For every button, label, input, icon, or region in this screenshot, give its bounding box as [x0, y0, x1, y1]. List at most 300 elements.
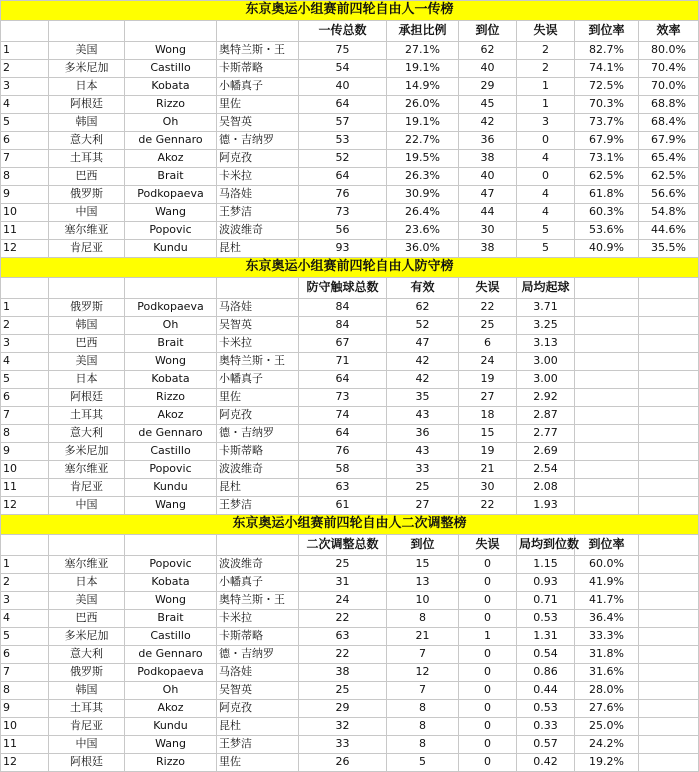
rank-cell: 8	[1, 682, 49, 700]
stat-cell: 0	[517, 132, 575, 150]
country-cell: 肯尼亚	[49, 240, 125, 258]
player-zh-cell: 波波维奇	[217, 461, 299, 479]
defense-table-row	[1, 389, 699, 407]
stat-cell: 44.6%	[639, 222, 699, 240]
empty-header-cell	[1, 21, 49, 42]
pass-table-row	[1, 114, 699, 132]
stat-cell: 70.0%	[639, 78, 699, 96]
player-zh-cell: 吴智英	[217, 317, 299, 335]
stat-cell: 25	[299, 682, 387, 700]
country-cell: 肯尼亚	[49, 479, 125, 497]
stat-cell: 42	[459, 114, 517, 132]
player-zh-cell: 昆杜	[217, 718, 299, 736]
stat-cell: 3.00	[517, 371, 575, 389]
stat-cell: 47	[459, 186, 517, 204]
stat-cell: 0	[459, 574, 517, 592]
player-zh-cell: 里佐	[217, 389, 299, 407]
stat-cell: 21	[459, 461, 517, 479]
stat-cell: 22	[459, 299, 517, 317]
player-en-cell: Brait	[125, 335, 217, 353]
country-cell: 意大利	[49, 646, 125, 664]
stat-cell: 1	[459, 628, 517, 646]
rank-cell: 4	[1, 353, 49, 371]
stat-cell: 27.6%	[575, 700, 639, 718]
empty-cell	[639, 317, 699, 335]
stat-cell: 67.9%	[639, 132, 699, 150]
empty-cell	[575, 479, 639, 497]
rank-cell: 8	[1, 168, 49, 186]
player-zh-cell: 里佐	[217, 96, 299, 114]
country-cell: 土耳其	[49, 150, 125, 168]
stat-cell: 74.1%	[575, 60, 639, 78]
stat-cell: 30	[459, 479, 517, 497]
stat-cell: 67.9%	[575, 132, 639, 150]
empty-cell	[639, 682, 699, 700]
stat-cell: 0.71	[517, 592, 575, 610]
rank-cell: 6	[1, 646, 49, 664]
defense-table-row	[1, 335, 699, 353]
defense-table-row	[1, 353, 699, 371]
stat-cell: 21	[387, 628, 459, 646]
stat-cell: 84	[299, 317, 387, 335]
stat-cell: 3.00	[517, 353, 575, 371]
empty-cell	[639, 497, 699, 515]
stat-cell: 0.44	[517, 682, 575, 700]
country-cell: 多米尼加	[49, 443, 125, 461]
country-cell: 韩国	[49, 114, 125, 132]
adjust-table-header-cell: 二次调整总数	[299, 535, 387, 556]
adjust-table-row	[1, 736, 699, 754]
player-en-cell: Castillo	[125, 60, 217, 78]
stat-cell: 64	[299, 371, 387, 389]
stat-cell: 8	[387, 736, 459, 754]
stat-cell: 0	[459, 610, 517, 628]
stat-cell: 0.42	[517, 754, 575, 772]
stat-cell: 19	[459, 371, 517, 389]
player-en-cell: Popovic	[125, 556, 217, 574]
stat-cell: 64	[299, 96, 387, 114]
stat-cell: 68.4%	[639, 114, 699, 132]
stat-cell: 24.2%	[575, 736, 639, 754]
rank-cell: 7	[1, 150, 49, 168]
stat-cell: 60.3%	[575, 204, 639, 222]
stat-cell: 4	[517, 150, 575, 168]
player-en-cell: Podkopaeva	[125, 299, 217, 317]
adjust-table-header-row	[1, 535, 699, 556]
player-en-cell: Kundu	[125, 479, 217, 497]
player-zh-cell: 卡斯蒂略	[217, 60, 299, 78]
stat-cell: 36	[387, 425, 459, 443]
empty-cell	[639, 443, 699, 461]
stat-cell: 19.1%	[387, 60, 459, 78]
rank-cell: 1	[1, 556, 49, 574]
pass-table-header-cell: 到位	[459, 21, 517, 42]
player-zh-cell: 王梦洁	[217, 497, 299, 515]
adjust-table-header-cell: 到位	[387, 535, 459, 556]
country-cell: 韩国	[49, 317, 125, 335]
adjust-table-row	[1, 754, 699, 772]
country-cell: 美国	[49, 592, 125, 610]
stat-cell: 2	[517, 60, 575, 78]
defense-table-row	[1, 425, 699, 443]
stat-cell: 52	[299, 150, 387, 168]
country-cell: 多米尼加	[49, 60, 125, 78]
player-zh-cell: 小幡真子	[217, 78, 299, 96]
stat-cell: 24	[299, 592, 387, 610]
pass-table-row	[1, 150, 699, 168]
country-cell: 阿根廷	[49, 96, 125, 114]
player-zh-cell: 马洛娃	[217, 664, 299, 682]
stat-cell: 58	[299, 461, 387, 479]
country-cell: 意大利	[49, 132, 125, 150]
stat-cell: 1.31	[517, 628, 575, 646]
stat-cell: 43	[387, 443, 459, 461]
player-zh-cell: 小幡真子	[217, 371, 299, 389]
defense-table-row	[1, 479, 699, 497]
stat-cell: 75	[299, 42, 387, 60]
pass-table-row	[1, 132, 699, 150]
adjust-table-row	[1, 556, 699, 574]
player-zh-cell: 阿克孜	[217, 407, 299, 425]
stat-cell: 0.33	[517, 718, 575, 736]
rank-cell: 6	[1, 389, 49, 407]
empty-cell	[639, 610, 699, 628]
player-zh-cell: 王梦洁	[217, 736, 299, 754]
empty-header-cell	[639, 535, 699, 556]
adjust-table-row	[1, 700, 699, 718]
stat-cell: 41.9%	[575, 574, 639, 592]
country-cell: 塞尔维亚	[49, 222, 125, 240]
player-en-cell: Brait	[125, 168, 217, 186]
stat-cell: 15	[459, 425, 517, 443]
country-cell: 土耳其	[49, 407, 125, 425]
player-en-cell: Akoz	[125, 700, 217, 718]
player-en-cell: Castillo	[125, 628, 217, 646]
pass-table-header-cell: 到位率	[575, 21, 639, 42]
empty-cell	[639, 700, 699, 718]
stat-cell: 0.93	[517, 574, 575, 592]
stat-cell: 22	[299, 610, 387, 628]
player-en-cell: Brait	[125, 610, 217, 628]
adjust-table-row	[1, 718, 699, 736]
defense-table-title-row	[1, 258, 699, 278]
adjust-table-title: 东京奥运小组赛前四轮自由人二次调整榜	[1, 515, 699, 535]
player-zh-cell: 阿克孜	[217, 150, 299, 168]
defense-table-header-cell: 局均起球	[517, 278, 575, 299]
stat-cell: 33	[387, 461, 459, 479]
stat-cell: 65.4%	[639, 150, 699, 168]
rank-cell: 5	[1, 114, 49, 132]
defense-table-row	[1, 443, 699, 461]
stat-cell: 2.08	[517, 479, 575, 497]
player-en-cell: Oh	[125, 114, 217, 132]
stat-cell: 31	[299, 574, 387, 592]
stat-cell: 28.0%	[575, 682, 639, 700]
stat-cell: 0.53	[517, 610, 575, 628]
player-en-cell: Wang	[125, 736, 217, 754]
pass-table-row	[1, 186, 699, 204]
rank-cell: 5	[1, 628, 49, 646]
stat-cell: 22	[299, 646, 387, 664]
rank-cell: 2	[1, 317, 49, 335]
player-zh-cell: 王梦洁	[217, 204, 299, 222]
country-cell: 俄罗斯	[49, 299, 125, 317]
stat-cell: 42	[387, 353, 459, 371]
stat-cell: 73.7%	[575, 114, 639, 132]
rank-cell: 1	[1, 299, 49, 317]
stat-cell: 19.5%	[387, 150, 459, 168]
adjust-table-header-cell: 局均到位数	[517, 535, 575, 556]
player-zh-cell: 卡米拉	[217, 168, 299, 186]
player-zh-cell: 马洛娃	[217, 186, 299, 204]
empty-cell	[639, 646, 699, 664]
player-en-cell: Wang	[125, 204, 217, 222]
empty-cell	[639, 628, 699, 646]
stat-cell: 33.3%	[575, 628, 639, 646]
empty-header-cell	[125, 21, 217, 42]
player-en-cell: Oh	[125, 682, 217, 700]
stat-cell: 12	[387, 664, 459, 682]
stat-cell: 0	[459, 592, 517, 610]
defense-table-header-cell: 有效	[387, 278, 459, 299]
empty-header-cell	[217, 21, 299, 42]
player-zh-cell: 奥特兰斯・王	[217, 592, 299, 610]
player-en-cell: de Gennaro	[125, 132, 217, 150]
empty-cell	[639, 461, 699, 479]
stat-cell: 56	[299, 222, 387, 240]
stat-cell: 1.93	[517, 497, 575, 515]
rank-cell: 7	[1, 407, 49, 425]
country-cell: 日本	[49, 78, 125, 96]
stat-cell: 0	[459, 736, 517, 754]
stat-cell: 4	[517, 204, 575, 222]
stat-cell: 84	[299, 299, 387, 317]
stat-cell: 1.15	[517, 556, 575, 574]
pass-table-header-row	[1, 21, 699, 42]
defense-table-row	[1, 407, 699, 425]
stat-cell: 3.71	[517, 299, 575, 317]
stat-cell: 40	[299, 78, 387, 96]
stat-cell: 63	[299, 628, 387, 646]
defense-table-header-cell: 失误	[459, 278, 517, 299]
defense-table-header-row	[1, 278, 699, 299]
stat-cell: 27	[459, 389, 517, 407]
stat-cell: 38	[459, 150, 517, 168]
player-en-cell: Wong	[125, 353, 217, 371]
player-en-cell: Kobata	[125, 574, 217, 592]
empty-cell	[575, 353, 639, 371]
rank-cell: 3	[1, 335, 49, 353]
pass-table-row	[1, 42, 699, 60]
empty-cell	[639, 754, 699, 772]
adjust-table-header-cell: 到位率	[575, 535, 639, 556]
stat-cell: 36	[459, 132, 517, 150]
rank-cell: 4	[1, 610, 49, 628]
stat-cell: 47	[387, 335, 459, 353]
player-en-cell: Wang	[125, 497, 217, 515]
stat-cell: 8	[387, 700, 459, 718]
stat-cell: 31.6%	[575, 664, 639, 682]
stat-cell: 1	[517, 96, 575, 114]
empty-cell	[575, 443, 639, 461]
stat-cell: 30.9%	[387, 186, 459, 204]
stat-cell: 26.4%	[387, 204, 459, 222]
player-zh-cell: 德・吉纳罗	[217, 132, 299, 150]
stat-cell: 29	[459, 78, 517, 96]
rank-cell: 11	[1, 222, 49, 240]
rank-cell: 7	[1, 664, 49, 682]
stat-cell: 61.8%	[575, 186, 639, 204]
adjust-table-title-row	[1, 515, 699, 535]
stat-cell: 27.1%	[387, 42, 459, 60]
stat-cell: 40	[459, 60, 517, 78]
rank-cell: 2	[1, 574, 49, 592]
stat-cell: 36.0%	[387, 240, 459, 258]
rank-cell: 1	[1, 42, 49, 60]
stat-cell: 2.77	[517, 425, 575, 443]
rank-cell: 12	[1, 497, 49, 515]
empty-header-cell	[217, 535, 299, 556]
rank-cell: 12	[1, 754, 49, 772]
sheet-body	[1, 1, 699, 772]
stat-cell: 3.13	[517, 335, 575, 353]
stat-cell: 53	[299, 132, 387, 150]
empty-cell	[639, 407, 699, 425]
stat-cell: 73.1%	[575, 150, 639, 168]
adjust-table-row	[1, 628, 699, 646]
adjust-table-row	[1, 574, 699, 592]
stat-cell: 15	[387, 556, 459, 574]
player-en-cell: Oh	[125, 317, 217, 335]
country-cell: 日本	[49, 371, 125, 389]
stat-cell: 57	[299, 114, 387, 132]
stat-cell: 44	[459, 204, 517, 222]
stat-cell: 8	[387, 610, 459, 628]
pass-table-row	[1, 78, 699, 96]
stat-cell: 64	[299, 425, 387, 443]
stat-cell: 27	[387, 497, 459, 515]
adjust-table-row	[1, 592, 699, 610]
stat-cell: 71	[299, 353, 387, 371]
empty-cell	[575, 371, 639, 389]
player-en-cell: Popovic	[125, 222, 217, 240]
stat-cell: 18	[459, 407, 517, 425]
stat-cell: 63	[299, 479, 387, 497]
country-cell: 多米尼加	[49, 628, 125, 646]
stat-cell: 2	[517, 42, 575, 60]
empty-cell	[639, 335, 699, 353]
country-cell: 美国	[49, 353, 125, 371]
stat-cell: 73	[299, 204, 387, 222]
stat-cell: 45	[459, 96, 517, 114]
stat-cell: 1	[517, 78, 575, 96]
stat-cell: 80.0%	[639, 42, 699, 60]
stat-cell: 5	[517, 240, 575, 258]
adjust-table-header-cell: 失误	[459, 535, 517, 556]
stat-cell: 6	[459, 335, 517, 353]
player-zh-cell: 奥特兰斯・王	[217, 353, 299, 371]
stat-cell: 64	[299, 168, 387, 186]
stat-cell: 40.9%	[575, 240, 639, 258]
empty-cell	[639, 425, 699, 443]
empty-header-cell	[1, 535, 49, 556]
pass-table-title-row	[1, 1, 699, 21]
country-cell: 肯尼亚	[49, 718, 125, 736]
stat-cell: 62	[459, 42, 517, 60]
stat-cell: 70.3%	[575, 96, 639, 114]
defense-table-header-cell: 防守触球总数	[299, 278, 387, 299]
empty-cell	[639, 556, 699, 574]
empty-header-cell	[49, 278, 125, 299]
empty-cell	[639, 574, 699, 592]
player-en-cell: Kobata	[125, 371, 217, 389]
player-zh-cell: 波波维奇	[217, 556, 299, 574]
stat-cell: 10	[387, 592, 459, 610]
stat-cell: 2.92	[517, 389, 575, 407]
stat-cell: 5	[387, 754, 459, 772]
stat-cell: 26.0%	[387, 96, 459, 114]
empty-cell	[575, 335, 639, 353]
country-cell: 土耳其	[49, 700, 125, 718]
stat-cell: 0.86	[517, 664, 575, 682]
player-en-cell: Podkopaeva	[125, 186, 217, 204]
empty-cell	[575, 425, 639, 443]
rank-cell: 10	[1, 204, 49, 222]
stat-cell: 53.6%	[575, 222, 639, 240]
rank-cell: 11	[1, 736, 49, 754]
stat-cell: 61	[299, 497, 387, 515]
stat-cell: 40	[459, 168, 517, 186]
stat-cell: 68.8%	[639, 96, 699, 114]
adjust-table-row	[1, 682, 699, 700]
empty-cell	[639, 479, 699, 497]
pass-table-title: 东京奥运小组赛前四轮自由人一传榜	[1, 1, 699, 21]
pass-table-row	[1, 222, 699, 240]
player-en-cell: Kundu	[125, 240, 217, 258]
empty-cell	[639, 664, 699, 682]
rank-cell: 4	[1, 96, 49, 114]
player-en-cell: Rizzo	[125, 754, 217, 772]
player-en-cell: Podkopaeva	[125, 664, 217, 682]
stat-cell: 19.2%	[575, 754, 639, 772]
pass-table-header-cell: 失误	[517, 21, 575, 42]
rank-cell: 5	[1, 371, 49, 389]
stat-cell: 8	[387, 718, 459, 736]
stat-cell: 60.0%	[575, 556, 639, 574]
rank-cell: 3	[1, 78, 49, 96]
player-en-cell: Rizzo	[125, 96, 217, 114]
stat-cell: 0	[459, 700, 517, 718]
stat-cell: 82.7%	[575, 42, 639, 60]
player-zh-cell: 小幡真子	[217, 574, 299, 592]
empty-header-cell	[639, 278, 699, 299]
stat-cell: 30	[459, 222, 517, 240]
country-cell: 美国	[49, 42, 125, 60]
empty-header-cell	[575, 278, 639, 299]
stat-cell: 7	[387, 682, 459, 700]
stat-cell: 22	[459, 497, 517, 515]
rank-cell: 12	[1, 240, 49, 258]
pass-table-row	[1, 240, 699, 258]
country-cell: 意大利	[49, 425, 125, 443]
rank-cell: 6	[1, 132, 49, 150]
stat-cell: 42	[387, 371, 459, 389]
rank-cell: 11	[1, 479, 49, 497]
empty-header-cell	[125, 535, 217, 556]
stat-cell: 43	[387, 407, 459, 425]
rank-cell: 9	[1, 443, 49, 461]
stat-cell: 29	[299, 700, 387, 718]
